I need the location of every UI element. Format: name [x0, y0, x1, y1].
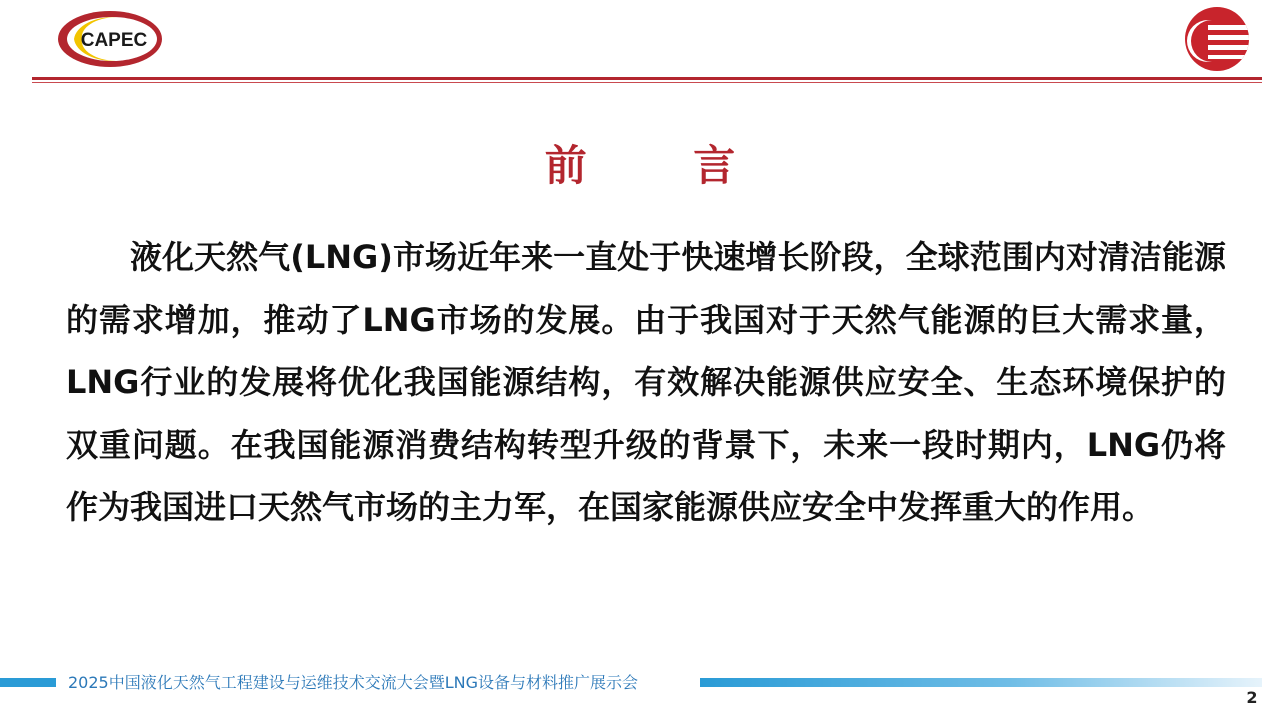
- header-divider-thin: [32, 82, 1262, 83]
- footer-accent-bar-left: [0, 678, 56, 687]
- footer-event-name: 2025中国液化天然气工程建设与运维技术交流大会暨LNG设备与材料推广展示会: [68, 673, 639, 692]
- company-emblem-icon: [1184, 6, 1250, 72]
- slide-title: 前 言: [544, 141, 782, 190]
- capec-logo: [56, 8, 164, 70]
- capec-logo-text: CAPEC: [80, 30, 148, 51]
- body-paragraph: 液化天然气(LNG)市场近年来一直处于快速增长阶段，全球范围内对清洁能源的需求增加，推动了LNG市场的发展。由于我国对于天然气能源的巨大需求量，LNG行业的发展将优化我国能源结构，有效解决能源供应安全、生态环境保护的双重问题。在我国能源消费结构转型升级的背景下，未来一段时期内，LNG仍将作为我国进口天然气市场的主力军，在国家能源供应安全中发挥重大的作用。: [66, 238, 1226, 526]
- header-divider: [32, 77, 1262, 80]
- footer-accent-bar-right: [700, 678, 1262, 687]
- page-number: 2: [1246, 688, 1258, 707]
